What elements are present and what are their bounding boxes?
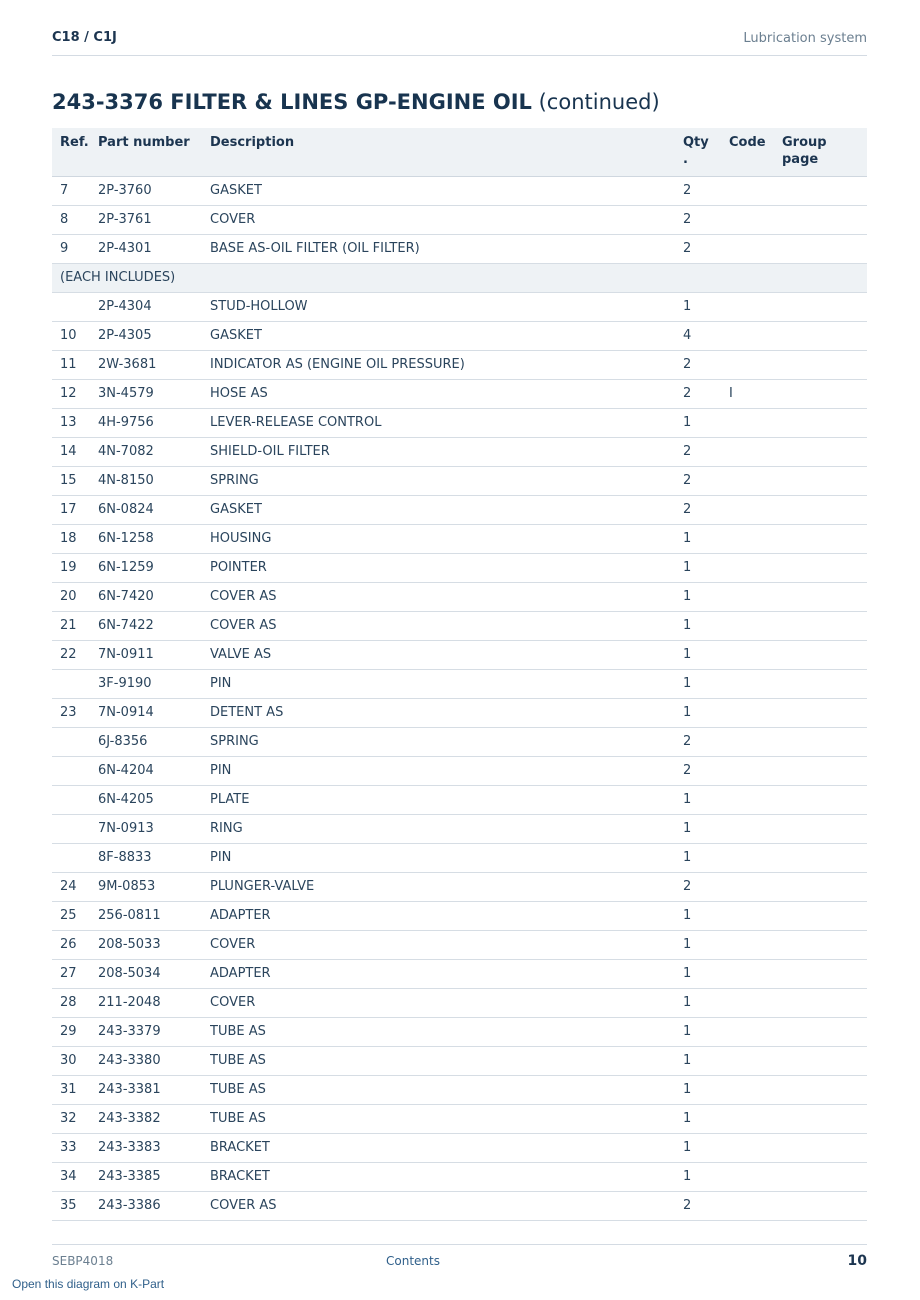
cell-code	[729, 466, 782, 495]
cell-qty: 2	[683, 466, 729, 495]
cell-qty: 1	[683, 901, 729, 930]
table-row	[52, 785, 867, 814]
subheading-text: (EACH INCLUDES)	[52, 263, 867, 292]
continued-label: (continued)	[531, 90, 660, 114]
cell-ref: 21	[52, 611, 98, 640]
cell-code	[729, 350, 782, 379]
cell-ref: 20	[52, 582, 98, 611]
table-row	[52, 321, 867, 350]
cell-group-page	[782, 234, 867, 263]
cell-group-page	[782, 437, 867, 466]
table-subheading-row	[52, 263, 867, 292]
cell-group-page	[782, 495, 867, 524]
table-row	[52, 379, 867, 408]
table-row	[52, 1017, 867, 1046]
cell-part-number: 8F-8833	[98, 843, 210, 872]
cell-group-page	[782, 988, 867, 1017]
cell-description: POINTER	[210, 553, 683, 582]
table-row	[52, 524, 867, 553]
cell-part-number: 6N-7422	[98, 611, 210, 640]
cell-description: COVER	[210, 205, 683, 234]
cell-ref: 9	[52, 234, 98, 263]
cell-description: PLATE	[210, 785, 683, 814]
cell-group-page	[782, 698, 867, 727]
cell-part-number: 4N-8150	[98, 466, 210, 495]
cell-qty: 1	[683, 408, 729, 437]
table-row	[52, 408, 867, 437]
cell-ref: 8	[52, 205, 98, 234]
cell-group-page	[782, 1104, 867, 1133]
cell-code	[729, 1075, 782, 1104]
page-header	[52, 29, 867, 56]
cell-code	[729, 930, 782, 959]
cell-group-page	[782, 1075, 867, 1104]
cell-description: SPRING	[210, 466, 683, 495]
cell-code	[729, 1046, 782, 1075]
cell-group-page	[782, 930, 867, 959]
cell-description: SHIELD-OIL FILTER	[210, 437, 683, 466]
cell-description: COVER AS	[210, 611, 683, 640]
cell-qty: 1	[683, 785, 729, 814]
table-row	[52, 669, 867, 698]
cell-description: PLUNGER-VALVE	[210, 872, 683, 901]
cell-ref: 10	[52, 321, 98, 350]
cell-description: GASKET	[210, 176, 683, 205]
kpart-diagram-link[interactable]: Open this diagram on K-Part	[12, 1277, 165, 1291]
cell-description: SPRING	[210, 727, 683, 756]
col-qty-label: Qty .	[683, 135, 709, 167]
cell-part-number: 6J-8356	[98, 727, 210, 756]
cell-group-page	[782, 524, 867, 553]
cell-ref: 33	[52, 1133, 98, 1162]
cell-qty: 2	[683, 495, 729, 524]
table-row	[52, 1191, 867, 1220]
parts-table-body	[52, 176, 867, 1220]
table-row	[52, 872, 867, 901]
cell-qty: 1	[683, 292, 729, 321]
table-row	[52, 437, 867, 466]
cell-code	[729, 495, 782, 524]
col-ref: Ref.	[52, 128, 98, 176]
cell-code	[729, 756, 782, 785]
cell-group-page	[782, 379, 867, 408]
table-row	[52, 1046, 867, 1075]
cell-qty: 1	[683, 1017, 729, 1046]
cell-group-page	[782, 582, 867, 611]
table-header-row	[52, 128, 867, 176]
cell-code	[729, 611, 782, 640]
cell-group-page	[782, 756, 867, 785]
cell-group-page	[782, 872, 867, 901]
table-row	[52, 495, 867, 524]
cell-code	[729, 582, 782, 611]
cell-group-page	[782, 292, 867, 321]
cell-description: RING	[210, 814, 683, 843]
cell-part-number: 6N-0824	[98, 495, 210, 524]
cell-ref: 11	[52, 350, 98, 379]
cell-code	[729, 872, 782, 901]
cell-qty: 1	[683, 611, 729, 640]
cell-group-page	[782, 785, 867, 814]
cell-group-page	[782, 1191, 867, 1220]
table-row	[52, 901, 867, 930]
cell-qty: 1	[683, 669, 729, 698]
cell-description: COVER	[210, 988, 683, 1017]
cell-ref: 35	[52, 1191, 98, 1220]
cell-description: PIN	[210, 756, 683, 785]
cell-ref: 15	[52, 466, 98, 495]
cell-code	[729, 205, 782, 234]
cell-part-number: 2P-3761	[98, 205, 210, 234]
cell-part-number: 243-3383	[98, 1133, 210, 1162]
cell-qty: 1	[683, 988, 729, 1017]
cell-part-number: 6N-1258	[98, 524, 210, 553]
cell-ref: 30	[52, 1046, 98, 1075]
cell-ref: 12	[52, 379, 98, 408]
cell-qty: 2	[683, 205, 729, 234]
cell-group-page	[782, 176, 867, 205]
cell-qty: 1	[683, 1162, 729, 1191]
cell-part-number: 2W-3681	[98, 350, 210, 379]
cell-ref: 17	[52, 495, 98, 524]
cell-ref: 22	[52, 640, 98, 669]
cell-qty: 1	[683, 1046, 729, 1075]
cell-qty: 1	[683, 1075, 729, 1104]
cell-part-number: 6N-1259	[98, 553, 210, 582]
cell-group-page	[782, 1046, 867, 1075]
cell-ref	[52, 814, 98, 843]
cell-group-page	[782, 321, 867, 350]
cell-qty: 2	[683, 350, 729, 379]
cell-code	[729, 814, 782, 843]
cell-qty: 2	[683, 176, 729, 205]
cell-part-number: 2P-4304	[98, 292, 210, 321]
table-row	[52, 1104, 867, 1133]
cell-description: COVER AS	[210, 582, 683, 611]
table-row	[52, 611, 867, 640]
cell-code	[729, 959, 782, 988]
cell-ref: 24	[52, 872, 98, 901]
cell-description: HOUSING	[210, 524, 683, 553]
cell-qty: 1	[683, 814, 729, 843]
cell-qty: 2	[683, 756, 729, 785]
cell-ref: 18	[52, 524, 98, 553]
cell-part-number: 256-0811	[98, 901, 210, 930]
cell-group-page	[782, 466, 867, 495]
page-number: 10	[847, 1253, 867, 1269]
cell-ref: 25	[52, 901, 98, 930]
cell-group-page	[782, 1162, 867, 1191]
cell-description: TUBE AS	[210, 1017, 683, 1046]
cell-qty: 1	[683, 843, 729, 872]
cell-qty: 1	[683, 698, 729, 727]
cell-description: BRACKET	[210, 1133, 683, 1162]
table-row	[52, 582, 867, 611]
table-row	[52, 553, 867, 582]
cell-group-page	[782, 959, 867, 988]
cell-code	[729, 988, 782, 1017]
page-footer	[52, 1244, 867, 1275]
table-row	[52, 466, 867, 495]
cell-description: HOSE AS	[210, 379, 683, 408]
cell-description: ADAPTER	[210, 901, 683, 930]
cell-code	[729, 785, 782, 814]
table-row	[52, 843, 867, 872]
table-row	[52, 640, 867, 669]
col-group-page-label: Group page	[782, 135, 827, 167]
cell-group-page	[782, 901, 867, 930]
cell-part-number: 211-2048	[98, 988, 210, 1017]
cell-description: PIN	[210, 843, 683, 872]
cell-description: PIN	[210, 669, 683, 698]
cell-description: TUBE AS	[210, 1104, 683, 1133]
cell-part-number: 9M-0853	[98, 872, 210, 901]
cell-part-number: 6N-4204	[98, 756, 210, 785]
cell-group-page	[782, 1133, 867, 1162]
cell-qty: 2	[683, 872, 729, 901]
cell-qty: 1	[683, 959, 729, 988]
table-row	[52, 727, 867, 756]
cell-code	[729, 669, 782, 698]
cell-part-number: 7N-0914	[98, 698, 210, 727]
cell-code	[729, 234, 782, 263]
table-row	[52, 1133, 867, 1162]
cell-part-number: 208-5034	[98, 959, 210, 988]
table-row	[52, 292, 867, 321]
cell-group-page	[782, 350, 867, 379]
cell-qty: 1	[683, 1133, 729, 1162]
col-description: Description	[210, 128, 683, 176]
parts-table	[52, 128, 867, 1221]
cell-code	[729, 901, 782, 930]
cell-qty: 4	[683, 321, 729, 350]
cell-description: COVER AS	[210, 1191, 683, 1220]
cell-part-number: 6N-7420	[98, 582, 210, 611]
cell-ref	[52, 727, 98, 756]
cell-qty: 1	[683, 1104, 729, 1133]
cell-qty: 1	[683, 524, 729, 553]
cell-ref: 14	[52, 437, 98, 466]
cell-ref: 27	[52, 959, 98, 988]
section-label: Lubrication system	[743, 31, 867, 46]
cell-code	[729, 727, 782, 756]
cell-ref: 34	[52, 1162, 98, 1191]
cell-code	[729, 1162, 782, 1191]
cell-group-page	[782, 640, 867, 669]
cell-description: INDICATOR AS (ENGINE OIL PRESSURE)	[210, 350, 683, 379]
contents-link[interactable]: Contents	[386, 1254, 440, 1268]
cell-ref	[52, 292, 98, 321]
cell-part-number: 2P-4305	[98, 321, 210, 350]
cell-part-number: 243-3385	[98, 1162, 210, 1191]
cell-description: VALVE AS	[210, 640, 683, 669]
cell-qty: 1	[683, 582, 729, 611]
cell-group-page	[782, 669, 867, 698]
col-group-page	[782, 128, 867, 176]
cell-part-number: 7N-0911	[98, 640, 210, 669]
cell-group-page	[782, 553, 867, 582]
cell-part-number: 208-5033	[98, 930, 210, 959]
cell-qty: 2	[683, 234, 729, 263]
cell-qty: 1	[683, 930, 729, 959]
cell-code	[729, 292, 782, 321]
cell-part-number: 2P-4301	[98, 234, 210, 263]
cell-code	[729, 1133, 782, 1162]
cell-description: COVER	[210, 930, 683, 959]
cell-description: BASE AS-OIL FILTER (OIL FILTER)	[210, 234, 683, 263]
cell-code	[729, 553, 782, 582]
model-label: C18 / C1J	[52, 30, 117, 45]
cell-part-number: 7N-0913	[98, 814, 210, 843]
table-row	[52, 176, 867, 205]
cell-part-number: 4H-9756	[98, 408, 210, 437]
cell-code	[729, 640, 782, 669]
col-qty	[683, 128, 729, 176]
cell-description: GASKET	[210, 321, 683, 350]
cell-qty: 2	[683, 379, 729, 408]
cell-qty: 1	[683, 553, 729, 582]
table-row	[52, 234, 867, 263]
cell-group-page	[782, 611, 867, 640]
cell-description: TUBE AS	[210, 1046, 683, 1075]
cell-part-number: 4N-7082	[98, 437, 210, 466]
cell-code: I	[729, 379, 782, 408]
cell-ref	[52, 785, 98, 814]
table-row	[52, 959, 867, 988]
cell-part-number: 3F-9190	[98, 669, 210, 698]
cell-description: TUBE AS	[210, 1075, 683, 1104]
cell-part-number: 243-3379	[98, 1017, 210, 1046]
cell-ref: 23	[52, 698, 98, 727]
cell-group-page	[782, 1017, 867, 1046]
cell-ref	[52, 669, 98, 698]
cell-description: DETENT AS	[210, 698, 683, 727]
cell-description: GASKET	[210, 495, 683, 524]
cell-code	[729, 698, 782, 727]
cell-code	[729, 524, 782, 553]
cell-part-number: 3N-4579	[98, 379, 210, 408]
cell-description: ADAPTER	[210, 959, 683, 988]
cell-ref: 32	[52, 1104, 98, 1133]
table-row	[52, 756, 867, 785]
cell-ref: 29	[52, 1017, 98, 1046]
table-row	[52, 350, 867, 379]
cell-ref: 7	[52, 176, 98, 205]
cell-ref: 19	[52, 553, 98, 582]
cell-code	[729, 1104, 782, 1133]
cell-description: LEVER-RELEASE CONTROL	[210, 408, 683, 437]
cell-ref: 28	[52, 988, 98, 1017]
table-row	[52, 1075, 867, 1104]
cell-group-page	[782, 843, 867, 872]
cell-qty: 2	[683, 727, 729, 756]
cell-ref: 26	[52, 930, 98, 959]
table-row	[52, 988, 867, 1017]
group-title: 243-3376 FILTER & LINES GP-ENGINE OIL	[52, 90, 532, 114]
col-part-number: Part number	[98, 128, 210, 176]
table-row	[52, 698, 867, 727]
cell-description: BRACKET	[210, 1162, 683, 1191]
cell-part-number: 243-3382	[98, 1104, 210, 1133]
cell-part-number: 243-3381	[98, 1075, 210, 1104]
cell-code	[729, 176, 782, 205]
cell-ref	[52, 843, 98, 872]
table-row	[52, 930, 867, 959]
cell-group-page	[782, 205, 867, 234]
cell-code	[729, 408, 782, 437]
cell-qty: 2	[683, 1191, 729, 1220]
table-row	[52, 1162, 867, 1191]
cell-code	[729, 1017, 782, 1046]
cell-ref: 13	[52, 408, 98, 437]
document-id: SEBP4018	[52, 1254, 114, 1268]
cell-group-page	[782, 727, 867, 756]
cell-code	[729, 1191, 782, 1220]
cell-code	[729, 321, 782, 350]
cell-ref: 31	[52, 1075, 98, 1104]
table-row	[52, 814, 867, 843]
cell-group-page	[782, 408, 867, 437]
page-title	[52, 90, 660, 114]
cell-code	[729, 843, 782, 872]
cell-code	[729, 437, 782, 466]
cell-part-number: 243-3380	[98, 1046, 210, 1075]
cell-description: STUD-HOLLOW	[210, 292, 683, 321]
cell-group-page	[782, 814, 867, 843]
cell-qty: 1	[683, 640, 729, 669]
cell-qty: 2	[683, 437, 729, 466]
table-row	[52, 205, 867, 234]
cell-part-number: 6N-4205	[98, 785, 210, 814]
cell-part-number: 243-3386	[98, 1191, 210, 1220]
col-code: Code	[729, 128, 782, 176]
cell-ref	[52, 756, 98, 785]
cell-part-number: 2P-3760	[98, 176, 210, 205]
